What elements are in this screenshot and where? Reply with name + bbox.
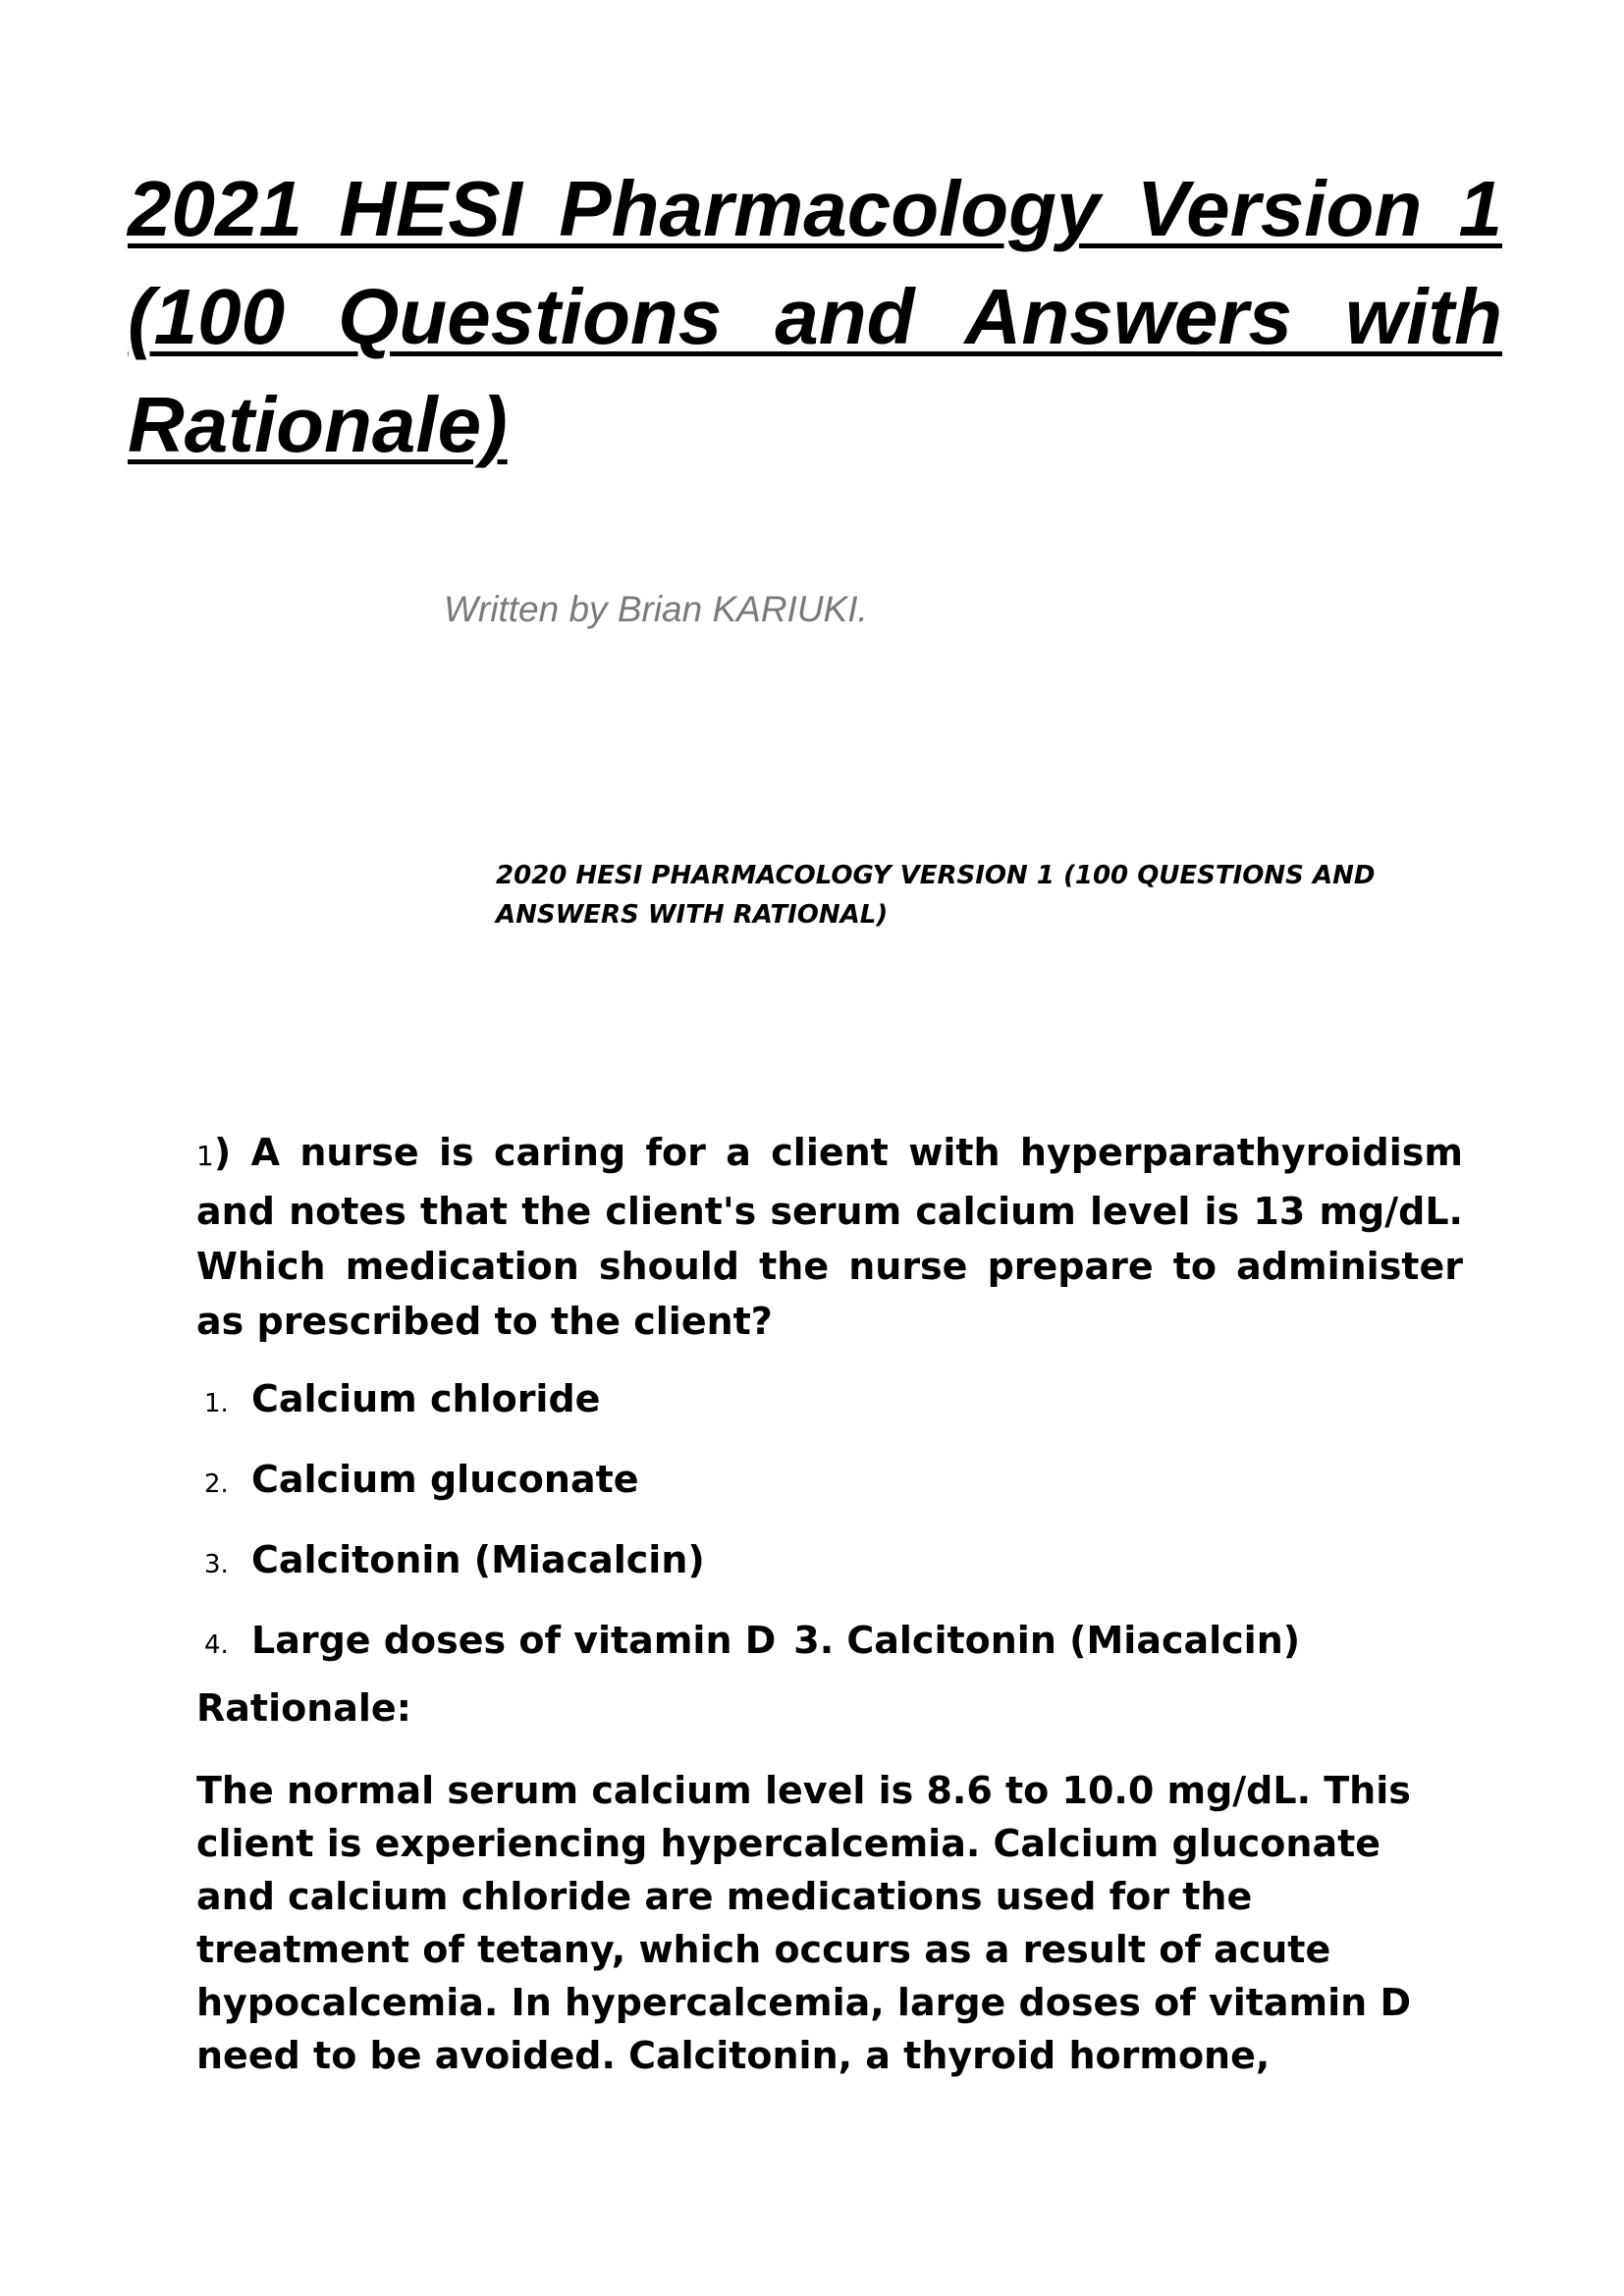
option-text: Large doses of vitamin D xyxy=(251,1619,777,1662)
rationale-line: need to be avoided. Calcitonin, a thyroid hormone, xyxy=(196,2034,1271,2077)
option-item xyxy=(196,1359,1473,1439)
option-text: Calcium chloride xyxy=(251,1377,601,1420)
rationale-line: client is experiencing hypercalcemia. Calcium gluconate xyxy=(196,1822,1381,1865)
option-item xyxy=(196,1600,1473,1681)
document-subtitle: 2020 HESI PHARMACOLOGY VERSION 1 (100 QUESTIONS AND ANSWERS WITH RATIONAL) xyxy=(496,861,1376,930)
document-title: 2021 HESI Pharmacology Version 1 (100 Questions and Answers with Rationale) xyxy=(128,165,1502,468)
rationale-label: Rationale: xyxy=(196,1686,411,1730)
question-paren: ) xyxy=(213,1131,232,1174)
option-number: 2. xyxy=(204,1469,229,1499)
option-text: Calcium gluconate xyxy=(251,1458,639,1501)
option-number: 1. xyxy=(204,1389,229,1418)
rationale-line: and calcium chloride are medications used for the xyxy=(196,1875,1253,1918)
rationale-line: hypocalcemia. In hypercalcemia, large doses of vitamin D xyxy=(196,1981,1412,2024)
question-1 xyxy=(196,1125,1463,1349)
correct-answer: 3. Calcitonin (Miacalcin) xyxy=(793,1619,1301,1662)
question-number: 1 xyxy=(196,1140,214,1172)
rationale-line: treatment of tetany, which occurs as a result of acute xyxy=(196,1928,1331,1971)
option-item xyxy=(196,1520,1473,1600)
rationale-text xyxy=(196,1764,1502,2082)
option-item xyxy=(196,1439,1473,1520)
rationale-line: The normal serum calcium level is 8.6 to 10.0 mg/dL. This xyxy=(196,1769,1411,1812)
option-text: Calcitonin (Miacalcin) xyxy=(251,1538,705,1581)
question-text: A nurse is caring for a client with hyperparathyroidism and notes that the client's serum calcium level is 13 mg/dL. Which medication should the nurse prepare to administer as prescribed to the client? xyxy=(196,1131,1463,1343)
answer-options xyxy=(196,1359,1473,1681)
option-number: 3. xyxy=(204,1550,229,1579)
option-number: 4. xyxy=(204,1630,229,1660)
author-line: Written by Brian KARIUKI. xyxy=(444,589,868,629)
